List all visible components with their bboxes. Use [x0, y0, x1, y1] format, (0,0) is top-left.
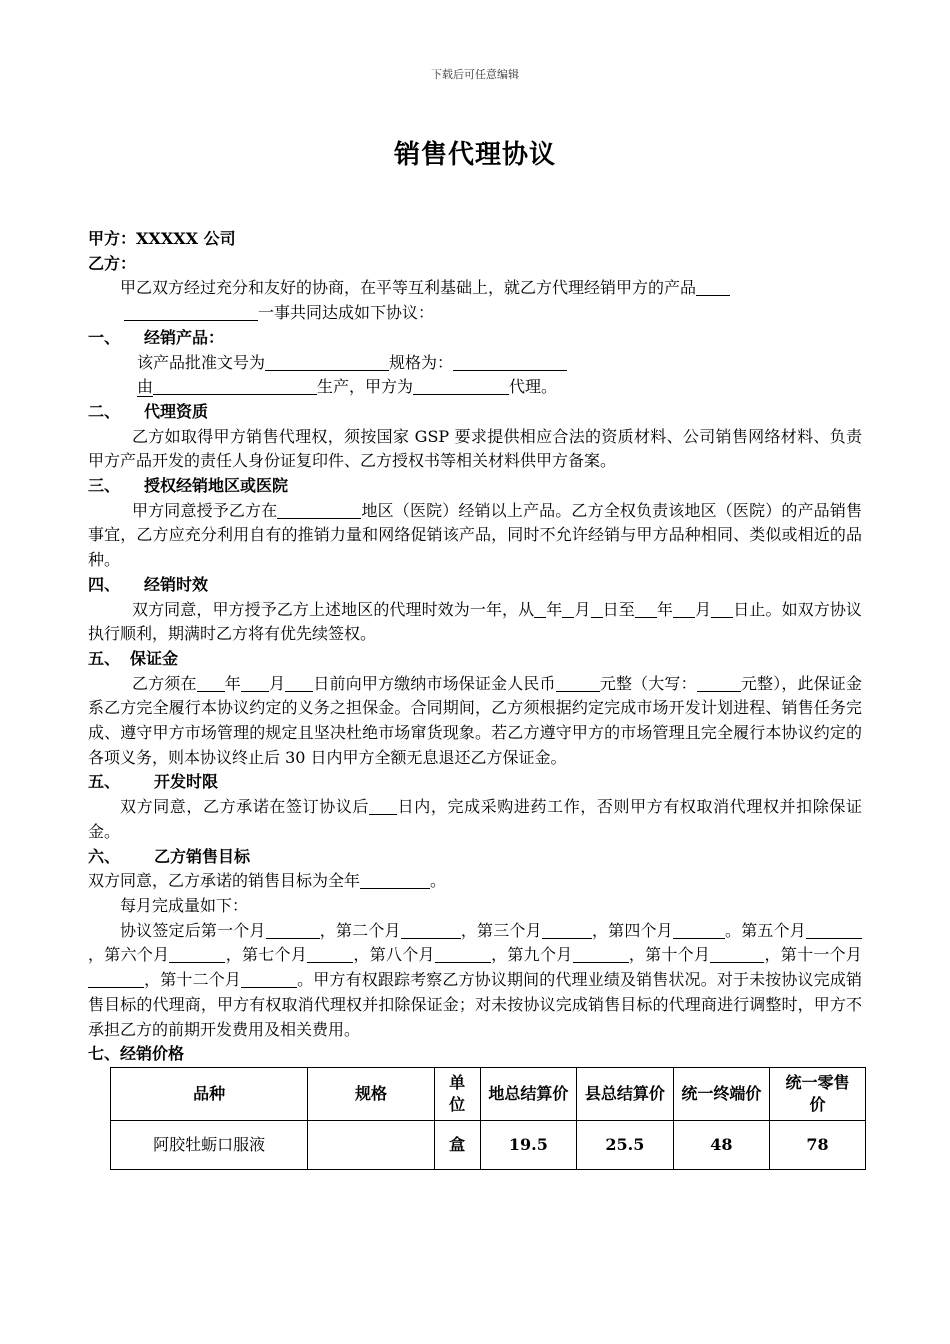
section-title: 授权经销地区或医院 — [144, 476, 289, 496]
terminal-price-cell: 48 — [673, 1120, 770, 1169]
label: 规格为： — [389, 352, 454, 372]
text: 年 — [656, 599, 674, 619]
section-4-body — [88, 598, 862, 647]
section-2-body: 乙方如取得甲方销售代理权，须按国家 GSP 要求提供相应合法的资质材料、公司销售网络材料、负责甲方产品开发的责任人身份证复印件、乙方授权书等相关材料供甲方备案。 — [88, 426, 862, 471]
party-b: 乙方： — [88, 253, 137, 273]
blank-field[interactable] — [710, 943, 764, 963]
section-number: 五、 — [88, 772, 121, 792]
section-1-heading — [88, 326, 862, 351]
text: ，第八个月 — [353, 945, 435, 965]
section-number: 六、 — [88, 846, 121, 866]
blank-field[interactable] — [401, 919, 461, 939]
text: 日前向甲方缴纳市场保证金人民币 — [313, 673, 556, 693]
blank-field[interactable] — [307, 943, 353, 963]
text: ，第九个月 — [490, 945, 573, 965]
blank-field[interactable] — [556, 672, 600, 692]
text: 日至 — [602, 599, 635, 619]
blank-field[interactable] — [635, 598, 657, 618]
section-3-heading — [88, 474, 862, 499]
blank-field[interactable] — [265, 351, 389, 371]
blank-field[interactable] — [806, 919, 862, 939]
section-number: 三、 — [88, 476, 121, 496]
header-cell: 县总结算价 — [577, 1067, 674, 1120]
section-1-approval — [88, 351, 862, 376]
section-title: 经销时效 — [144, 574, 209, 594]
section-5b-body — [88, 795, 862, 844]
section-title: 经销产品： — [144, 327, 225, 347]
section-4-heading — [88, 573, 862, 598]
text: 。第五个月 — [724, 920, 806, 940]
blank-field[interactable] — [360, 869, 430, 889]
blank-field[interactable] — [673, 919, 725, 939]
intro-line1: 甲乙双方经过充分和友好的协商，在平等互利基础上，就乙方代理经销甲方的产品 — [120, 278, 697, 298]
blank-field[interactable] — [573, 943, 629, 963]
text: ，第四个月 — [591, 920, 673, 940]
blank-field[interactable] — [413, 375, 509, 395]
table-header-row — [111, 1067, 866, 1120]
text: 年 — [224, 673, 241, 693]
header-cell: 统一终端价 — [673, 1067, 770, 1120]
blank-field[interactable] — [696, 276, 730, 296]
blank-field[interactable] — [169, 943, 225, 963]
intro-line2: 一事共同达成如下协议： — [258, 303, 435, 323]
county-price-cell: 25.5 — [577, 1120, 674, 1169]
blank-field[interactable] — [241, 672, 269, 692]
section-2-heading — [88, 400, 862, 425]
text: ，第二个月 — [319, 920, 401, 940]
text: 月 — [268, 673, 286, 693]
party-a: 甲方：XXXXX 公司 — [88, 229, 236, 248]
section-6-monthly-intro: 每月完成量如下： — [120, 895, 249, 915]
text: 年 — [546, 599, 563, 619]
blank-field[interactable] — [266, 919, 320, 939]
blank-field[interactable] — [435, 943, 491, 963]
section-3-body — [88, 499, 862, 573]
text: 双方同意，甲方授予乙方上述地区的代理时效为一年，从 — [132, 599, 535, 619]
product-cell: 阿胶牡蛎口服液 — [111, 1120, 308, 1169]
header-cell: 品种 — [111, 1067, 308, 1120]
text: ，第三个月 — [460, 920, 542, 940]
unit-cell: 盒 — [434, 1120, 480, 1169]
section-title: 保证金 — [130, 648, 179, 668]
text: 协议签定后第一个月 — [120, 920, 266, 940]
blank-field[interactable] — [591, 598, 603, 618]
section-5-body — [88, 672, 862, 771]
blank-field[interactable] — [673, 598, 695, 618]
text: 乙方须在 — [132, 673, 197, 693]
text: 月 — [574, 599, 591, 619]
section-number: 四、 — [88, 574, 121, 594]
section-6-target — [88, 869, 862, 894]
retail-price-cell: 78 — [770, 1120, 866, 1169]
blank-field[interactable] — [241, 968, 297, 988]
section-5b-heading — [88, 770, 862, 795]
section-title: 乙方销售目标 — [154, 846, 251, 866]
price-table — [110, 1067, 866, 1170]
section-number: 二、 — [88, 401, 121, 421]
text: 止。如双方协议执行顺利，期满时乙方将有优先续签权。 — [88, 599, 862, 644]
text: ，第六个月 — [88, 945, 170, 965]
text: 。甲方有权跟踪考察乙方协议期间的代理业绩及销售状况。对于未按协议完成销售目标的代理商，甲方有权取消代理权并扣除保证金；对未按协议完成销售目标的代理商进行调整时，甲方不承担乙方的前期开发费用及相关费用。 — [88, 970, 862, 1039]
blank-field[interactable] — [124, 301, 258, 321]
section-number: 五、 — [88, 648, 121, 668]
section-number: 一、 — [88, 327, 121, 347]
section-6-heading — [88, 845, 862, 870]
section-title: 代理资质 — [144, 401, 209, 421]
blank-field[interactable] — [277, 499, 361, 519]
blank-field[interactable] — [88, 968, 144, 988]
header-cell: 统一零售价 — [770, 1067, 866, 1120]
text: 双方同意，乙方承诺在签订协议后 — [120, 797, 370, 817]
blank-field[interactable] — [534, 598, 546, 618]
text: 元整），此保证金系乙方完全履行本协议约定的义务之担保金。合同期间，乙方须根据约定完成市场开发计划进程、销售任务完成、遵守甲方市场管理的规定且坚决杜绝市场窜货现象。若乙方遵守甲方的市场管理且完全履行本协议约定的各项义务，则本协议终止后 30 日内甲方全额无息退还乙方保证金。 — [88, 673, 862, 767]
blank-field[interactable] — [711, 598, 733, 618]
blank-field[interactable] — [562, 598, 574, 618]
text: 地区（医院）经销以上产品。乙方全权负责该地区（医院）的产品销售事宜，乙方应充分利用自有的推销力量和网络促销该产品，同时不允许经销与甲方品种相同、类似或相近的品种。 — [88, 500, 862, 570]
blank-field[interactable] — [453, 351, 567, 371]
section-6-monthly-targets — [88, 919, 862, 1043]
text: 日 — [733, 599, 750, 619]
label: 代理。 — [509, 377, 558, 397]
text: ，第十一个月 — [764, 945, 862, 965]
document-body — [88, 227, 862, 1170]
label: 由 — [137, 377, 154, 397]
spec-cell — [308, 1120, 434, 1169]
text: 元整（大写： — [599, 673, 697, 693]
section-7-heading: 七、经销价格 — [88, 1044, 185, 1064]
section-title: 开发时限 — [154, 772, 219, 792]
text: ，第十个月 — [628, 945, 711, 965]
header-cell: 地总结算价 — [480, 1067, 577, 1120]
text: 甲方同意授予乙方在 — [132, 500, 278, 520]
header-note: 下载后可任意编辑 — [431, 68, 519, 81]
header-cell: 规格 — [308, 1067, 434, 1120]
intro-paragraph — [88, 276, 862, 325]
blank-field[interactable] — [285, 672, 313, 692]
document-title: 销售代理协议 — [393, 140, 556, 170]
text: 双方同意，乙方承诺的销售目标为全年 — [88, 871, 361, 891]
blank-field[interactable] — [153, 375, 317, 395]
label: 生产，甲方为 — [317, 377, 414, 397]
regional-price-cell: 19.5 — [480, 1120, 577, 1169]
section-5-heading — [88, 647, 862, 672]
text: ，第十二个月 — [144, 970, 241, 990]
text: 。 — [430, 871, 447, 891]
text: 日内，完成采购进药工作，否则甲方有权取消代理权并扣除保证金。 — [88, 797, 862, 841]
section-1-producer — [88, 375, 862, 400]
label: 该产品批准文号为 — [137, 352, 266, 372]
blank-field[interactable] — [369, 795, 397, 815]
blank-field[interactable] — [197, 672, 225, 692]
blank-field[interactable] — [697, 672, 741, 692]
header-cell: 单位 — [434, 1067, 480, 1120]
text: ，第七个月 — [225, 945, 308, 965]
text: 月 — [695, 599, 712, 619]
blank-field[interactable] — [542, 919, 592, 939]
table-row — [111, 1120, 866, 1169]
